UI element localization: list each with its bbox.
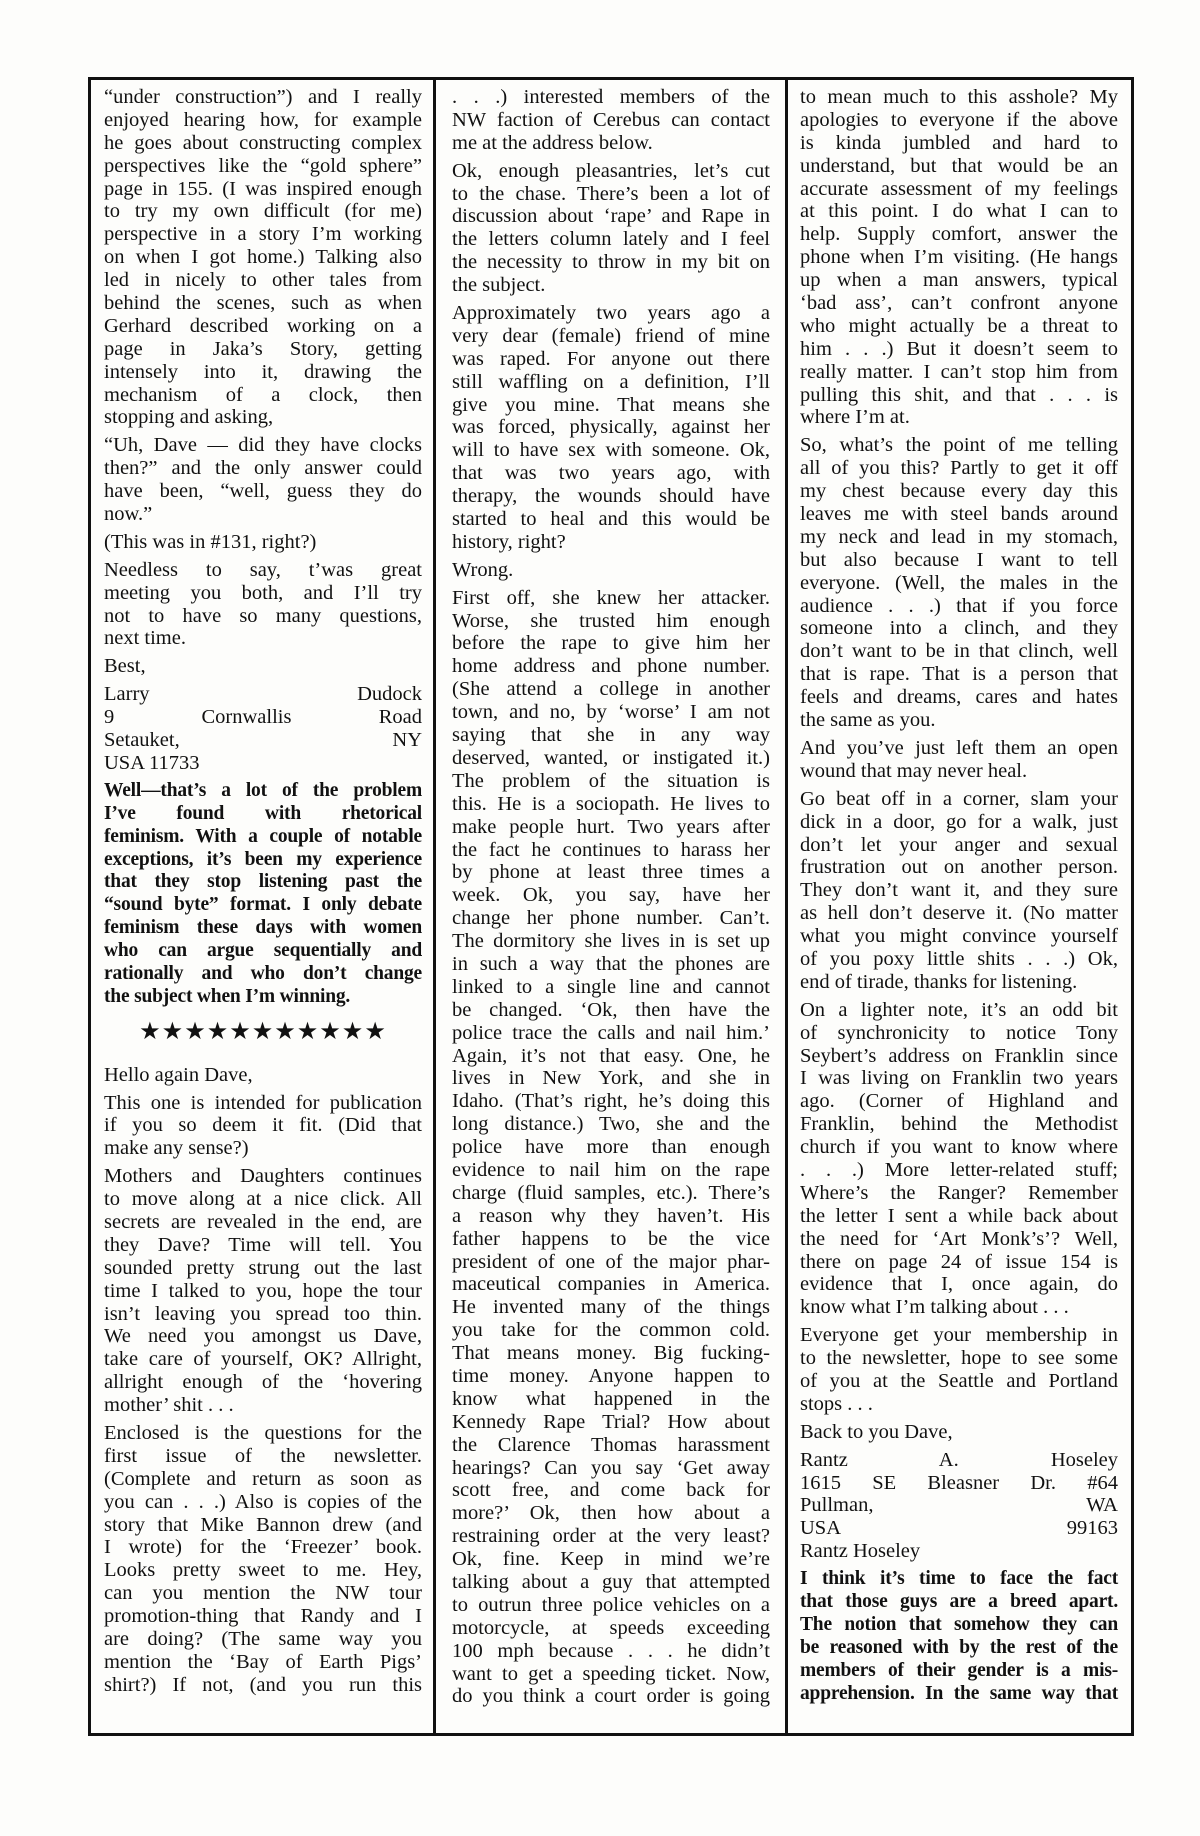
text-line: be reasoned with by the rest of the (800, 1636, 1118, 1658)
text-line: “sound byte” format. I only debate (104, 894, 422, 916)
text-line: evidence that I, once again, do (800, 1273, 1118, 1296)
text-line: by phone at least three times a (452, 861, 770, 884)
text-line: evidence to nail him on the rape (452, 1158, 770, 1181)
text-line: ‘bad ass’, can’t confront anyone (800, 292, 1118, 315)
text-line: not to have so many questions, (104, 604, 422, 627)
text-line: feminism. With a couple of notable (104, 825, 422, 847)
text-line: understand, but that would be an (800, 154, 1118, 177)
text-line: have been, “well, guess they do (104, 480, 422, 503)
text-line: Again, it’s not that easy. One, he (452, 1044, 770, 1067)
section-separator (104, 1018, 422, 1045)
text-line: motorcycle, at speeds exceeding (452, 1616, 770, 1639)
text-line: We need you amongst us Dave, (104, 1325, 422, 1348)
text-line: Where’s the Ranger? Remember (800, 1181, 1118, 1204)
text-line: perspectives like the “gold sphere” (104, 154, 422, 177)
text-line: rationally and who don’t change (104, 962, 422, 984)
text-line: The problem of the situation is (452, 769, 770, 792)
text-line: maceutical companies in America. (452, 1273, 770, 1296)
text-line: page in Jaka’s Story, getting (104, 337, 422, 360)
text-line: police trace the calls and nail him.’ (452, 1021, 770, 1044)
text-line: perspective in a story I’m working (104, 223, 422, 246)
text-line: they Dave? Time will tell. You (104, 1233, 422, 1256)
text-line: take care of yourself, OK? Allright, (104, 1348, 422, 1371)
paragraph (800, 1324, 1118, 1416)
text-line: more?’ Ok, then how about a (452, 1502, 770, 1525)
text-line: the subject when I’m winning. (104, 985, 351, 1007)
text-line: all of you this? Partly to get it off (800, 457, 1118, 480)
text-line: town, and no, by ‘worse’ I am not (452, 701, 770, 724)
text-line: intensely into it, drawing the (104, 360, 422, 383)
text-line: help. Supply comfort, answer the (800, 223, 1118, 246)
text-line: of you at the Seattle and Portland (800, 1369, 1118, 1392)
text-line: discussion about ‘rape’ and Rape in (452, 205, 770, 228)
text-line: to mean much to this asshole? My (800, 86, 1118, 108)
text-line: don’t let your anger and sexual (800, 833, 1118, 856)
paragraph (800, 1449, 1118, 1563)
text-line: that those guys are a breed apart. (800, 1591, 1118, 1612)
text-line: end of tirade, thanks for listening. (800, 970, 1078, 993)
text-line: Wrong. (452, 558, 514, 581)
text-line: story that Mike Bannon drew (and (104, 1513, 422, 1536)
paragraph (452, 160, 770, 297)
text-line: as hell don’t deserve it. (No matter (800, 902, 1118, 925)
text-line: Ok, fine. Keep in mind we’re (452, 1548, 770, 1571)
paragraph (800, 434, 1118, 732)
text-line: in such a way that the phones are (452, 952, 770, 975)
text-line: he goes about constructing complex (104, 131, 422, 154)
text-line: apologies to everyone if the above (800, 108, 1118, 131)
text-line: 100 mph because . . . he didn’t (452, 1639, 770, 1662)
text-line: accurate assessment of my feelings (800, 177, 1118, 200)
text-line: So, what’s the point of me telling (800, 434, 1118, 457)
text-line: week. Ok, you say, have her (452, 884, 770, 907)
text-line: at this point. I do what I can to (800, 200, 1118, 223)
text-line: . . .) interested members of the (452, 86, 770, 108)
text-line: the need for ‘Art Monk’s’? Well, (800, 1227, 1118, 1250)
text-line: him . . .) But it doesn’t seem to (800, 337, 1118, 360)
paragraph (800, 999, 1118, 1319)
text-line: if you so deem it fit. (Did that (104, 1114, 422, 1137)
text-line: still waffling on a definition, I’ll (452, 370, 770, 393)
paragraph (800, 1421, 1118, 1444)
text-line: meeting you both, and I’ll try (104, 581, 422, 604)
text-line: behind the scenes, such as when (104, 292, 422, 315)
text-line: Looks pretty sweet to me. Hey, (104, 1559, 422, 1582)
text-line: (She attend a college in another (452, 678, 770, 701)
paragraph (800, 788, 1118, 994)
text-line: linked to a single line and cannot (452, 975, 770, 998)
text-line: leaves me with steel bands around (800, 503, 1118, 526)
text-line: really matter. I can’t stop him from (800, 360, 1118, 383)
text-line: USA 11733 (104, 751, 200, 774)
text-line: The notion that somehow they can (800, 1613, 1118, 1635)
paragraph (452, 587, 770, 1709)
paragraph (800, 737, 1118, 783)
text-line: on when I got home.) Talking also (104, 246, 422, 269)
text-line: now.” (104, 503, 153, 526)
text-line: Needless to say, t’was great (104, 558, 422, 581)
text-line: next time. (104, 627, 186, 650)
paragraph (452, 559, 770, 582)
text-line: Well—that’s a lot of the problem (104, 779, 422, 801)
text-line: then?” and the only answer could (104, 457, 422, 480)
paragraph (104, 1422, 422, 1697)
letter-column-3 (800, 86, 1118, 1710)
text-line: therapy, the wounds should have (452, 485, 770, 508)
text-line: scott free, and come back for (452, 1479, 770, 1502)
text-line: me at the address below. (452, 131, 653, 154)
text-line: USA 99163 (800, 1517, 1118, 1540)
text-line: 1615 SE Bleasner Dr. #64 (800, 1471, 1118, 1494)
text-line: charge (fluid samples, etc.). There’s (452, 1181, 770, 1204)
text-line: long distance.) Two, she and the (452, 1113, 770, 1136)
text-line: Worse, she trusted him enough (452, 609, 770, 632)
text-line: lives in New York, and she in (452, 1067, 770, 1090)
text-line: my neck and lead in my stomach, (800, 525, 1118, 548)
text-line: apprehension. In the same way that (800, 1682, 1118, 1704)
text-line: everyone. (Well, the males in the (800, 571, 1118, 594)
text-line: the necessity to throw in my bit on (452, 251, 770, 274)
text-line: Everyone get your membership in (800, 1324, 1118, 1347)
text-line: be changed. ‘Ok, then have the (452, 998, 770, 1021)
text-line: is kinda jumbled and hard to (800, 131, 1118, 154)
text-line: Rantz A. Hoseley (800, 1448, 1118, 1471)
text-line: He invented many of the things (452, 1296, 770, 1319)
text-line: the same as you. (800, 709, 936, 732)
text-line: the letters column lately and I feel (452, 228, 770, 251)
text-line: . . .) More letter-related stuff; (800, 1158, 1118, 1181)
text-line: of synchronicity to notice Tony (800, 1021, 1118, 1044)
text-line: First off, she knew her attacker. (452, 586, 770, 609)
text-line: secrets are revealed in the end, are (104, 1210, 422, 1233)
text-line: make any sense?) (104, 1137, 249, 1160)
text-line: wound that may never heal. (800, 759, 1028, 782)
text-line: Setauket, NY (104, 729, 422, 752)
text-line: “under construction”) and I really (104, 86, 422, 108)
text-line: I think it’s time to face the fact (800, 1568, 1118, 1590)
text-line: Mothers and Daughters continues (104, 1165, 422, 1188)
text-line: mention the ‘Bay of Earth Pigs’ (104, 1650, 422, 1673)
text-line: deserved, wanted, or instigated it.) (452, 746, 770, 769)
text-line: my chest because every day this (800, 480, 1118, 503)
text-line: (This was in #131, right?) (104, 530, 317, 553)
paragraph (104, 434, 422, 526)
text-line: time I talked to you, hope the tour (104, 1279, 422, 1302)
text-line: the fact he continues to harass her (452, 838, 770, 861)
text-line: what you might convince yourself (800, 925, 1118, 948)
text-line: allright enough of the ‘hovering (104, 1371, 422, 1394)
text-line: give you mine. That means she (452, 393, 770, 416)
text-line: don’t want to be in that clinch, well (800, 640, 1118, 663)
text-line: Go beat off in a corner, slam your (800, 787, 1118, 810)
text-line: promotion-thing that Randy and I (104, 1605, 422, 1628)
text-line: Gerhard described working on a (104, 314, 422, 337)
text-line: Larry Dudock (104, 683, 422, 706)
text-line: of you poxy little shits . . .) Ok, (800, 947, 1118, 970)
text-line: you can . . .) Also is copies of the (104, 1490, 422, 1513)
text-line: isn’t leaving you spread too thin. (104, 1302, 422, 1325)
text-line: the Clarence Thomas harassment (452, 1433, 770, 1456)
text-line: I’ve found with rhetorical (104, 802, 422, 824)
text-line: can you mention the NW tour (104, 1582, 422, 1605)
text-line: to try my own difficult (for me) (104, 200, 422, 223)
text-line: this. He is a sociopath. He lives to (452, 792, 770, 815)
text-line: president of one of the major phar- (452, 1250, 770, 1273)
text-line: you take for the common cold. (452, 1319, 770, 1342)
text-line: feminism these days with women (104, 917, 422, 939)
column-divider (785, 77, 788, 1736)
text-line: hearings? Can you say ‘Get away (452, 1456, 770, 1479)
text-line: ago. (Corner of Highland and (800, 1090, 1118, 1113)
text-line: shirt?) If not, (and you run this (104, 1673, 422, 1696)
text-line: audience . . .) that if you force (800, 594, 1118, 617)
text-line: there on page 24 of issue 154 is (800, 1250, 1118, 1273)
text-line: was raped. For anyone out there (452, 347, 770, 370)
text-line: They don’t want it, and they sure (800, 879, 1118, 902)
text-line: to move along at a nice click. All (104, 1188, 422, 1211)
text-line: NW faction of Cerebus can contact (452, 108, 770, 131)
text-line: make people hurt. Two years after (452, 815, 770, 838)
text-line: This one is intended for publication (104, 1091, 422, 1114)
text-line: police have more than enough (452, 1136, 770, 1159)
paragraph (104, 1165, 422, 1417)
text-line: members of their gender is a mis- (800, 1659, 1118, 1681)
text-line: That means money. Big fucking- (452, 1342, 770, 1365)
text-line: page in 155. (I was inspired enough (104, 177, 422, 200)
text-line: Pullman, WA (800, 1494, 1118, 1517)
text-line: that is rape. That is a person that (800, 663, 1118, 686)
text-line: first issue of the newsletter. (104, 1444, 422, 1467)
text-line: frustration out on another person. (800, 856, 1118, 879)
text-line: started to heal and this would be (452, 508, 770, 531)
paragraph (452, 302, 770, 554)
text-line: talking about a guy that attempted (452, 1571, 770, 1593)
text-line: pulling this shit, and that . . . is (800, 383, 1118, 406)
text-line: mechanism of a clock, then (104, 383, 422, 406)
editor-reply-paragraph (800, 1568, 1118, 1705)
text-line: Best, (104, 655, 146, 678)
text-line: Back to you Dave, (800, 1420, 953, 1443)
text-line: stops . . . (800, 1392, 873, 1415)
paragraph (104, 86, 422, 429)
text-line: Idaho. (That’s right, he’s doing this (452, 1090, 770, 1113)
text-line: “Uh, Dave — did they have clocks (104, 434, 422, 457)
paragraph (104, 655, 422, 678)
text-line: Seybert’s address on Franklin since (800, 1044, 1118, 1067)
text-line: was forced, physically, against her (452, 416, 770, 439)
text-line: to the chase. There’s been a lot of (452, 182, 770, 205)
text-line: are doing? (The same way you (104, 1628, 422, 1650)
text-line: but also because I want to tell (800, 548, 1118, 571)
text-line: will to have sex with someone. Ok, (452, 439, 770, 462)
text-line: that was two years ago, with (452, 462, 770, 485)
text-line: know what happened in the (452, 1387, 770, 1410)
text-line: Kennedy Rape Trial? How about (452, 1410, 770, 1433)
text-line: exceptions, it’s been my experience (104, 848, 422, 870)
text-line: The dormitory she lives in is set up (452, 930, 770, 953)
text-line: Hello again Dave, (104, 1063, 253, 1086)
text-line: want to get a speeding ticket. Now, (452, 1662, 770, 1685)
text-line: And you’ve just left them an open (800, 736, 1118, 759)
paragraph (104, 683, 422, 775)
text-line: before the rape to give him her (452, 632, 770, 655)
text-line: On a lighter note, it’s an odd bit (800, 998, 1118, 1021)
text-line: father happens to be the vice (452, 1227, 770, 1250)
text-line: feels and dreams, cares and hates (800, 686, 1118, 709)
text-line: the subject. (452, 274, 546, 297)
text-line: sounded pretty strung out the last (104, 1256, 422, 1279)
text-line: the letter I sent a while back about (800, 1204, 1118, 1227)
text-line: a reason why they haven’t. His (452, 1204, 770, 1227)
text-line: I was living on Franklin two years (800, 1067, 1118, 1090)
paragraph (104, 1064, 422, 1087)
paragraph (104, 1092, 422, 1161)
text-line: I wrote) for the ‘Freezer’ book. (104, 1536, 422, 1559)
paragraph (104, 559, 422, 651)
text-line: saying that she in any way (452, 724, 770, 747)
editor-reply-paragraph (104, 780, 422, 1009)
text-line: that they stop listening past the (104, 871, 422, 893)
paragraph (800, 86, 1118, 429)
text-line: dick in a door, go for a walk, just (800, 810, 1118, 833)
text-line: mother’ shit . . . (104, 1394, 234, 1417)
text-line: up when a man answers, typical (800, 269, 1118, 292)
text-line: Approximately two years ago a (452, 302, 770, 325)
text-line: (Complete and return as soon as (104, 1467, 422, 1490)
text-line: very dear (female) friend of mine (452, 324, 770, 347)
text-line: home address and phone number. (452, 655, 770, 678)
text-line: Enclosed is the questions for the (104, 1421, 422, 1444)
text-line: to the newsletter, hope to see some (800, 1347, 1118, 1370)
text-line: ★★★★★★★★★★★ (139, 1018, 387, 1045)
text-line: who might actually be a threat to (800, 314, 1118, 337)
paragraph (104, 531, 422, 554)
letter-column-1 (104, 86, 422, 1702)
text-line: Rantz Hoseley (800, 1540, 921, 1563)
text-line: phone when I’m visiting. (He hangs (800, 246, 1118, 269)
text-line: Franklin, behind the Methodist (800, 1113, 1118, 1136)
text-line: where I’m at. (800, 406, 910, 429)
text-line: 9 Cornwallis Road (104, 706, 422, 729)
text-line: someone into a clinch, and they (800, 617, 1118, 640)
text-line: Ok, enough pleasantries, let’s cut (452, 159, 770, 182)
column-divider (433, 77, 436, 1736)
text-line: do you think a court order is going (452, 1685, 770, 1708)
text-line: to outrun three police vehicles on a (452, 1593, 770, 1616)
text-line: who can argue sequentially and (104, 940, 422, 962)
text-line: restraining order at the very least? (452, 1525, 770, 1548)
text-line: change her phone number. Can’t. (452, 907, 770, 930)
text-line: stopping and asking, (104, 406, 274, 429)
text-line: know what I’m talking about . . . (800, 1296, 1069, 1319)
text-line: history, right? (452, 530, 566, 553)
text-line: church if you want to know where (800, 1136, 1118, 1159)
paragraph (452, 86, 770, 155)
text-line: time money. Anyone happen to (452, 1364, 770, 1387)
text-line: enjoyed hearing how, for example (104, 108, 422, 131)
text-line: led in nicely to other tales from (104, 269, 422, 292)
letter-column-2 (452, 86, 770, 1713)
